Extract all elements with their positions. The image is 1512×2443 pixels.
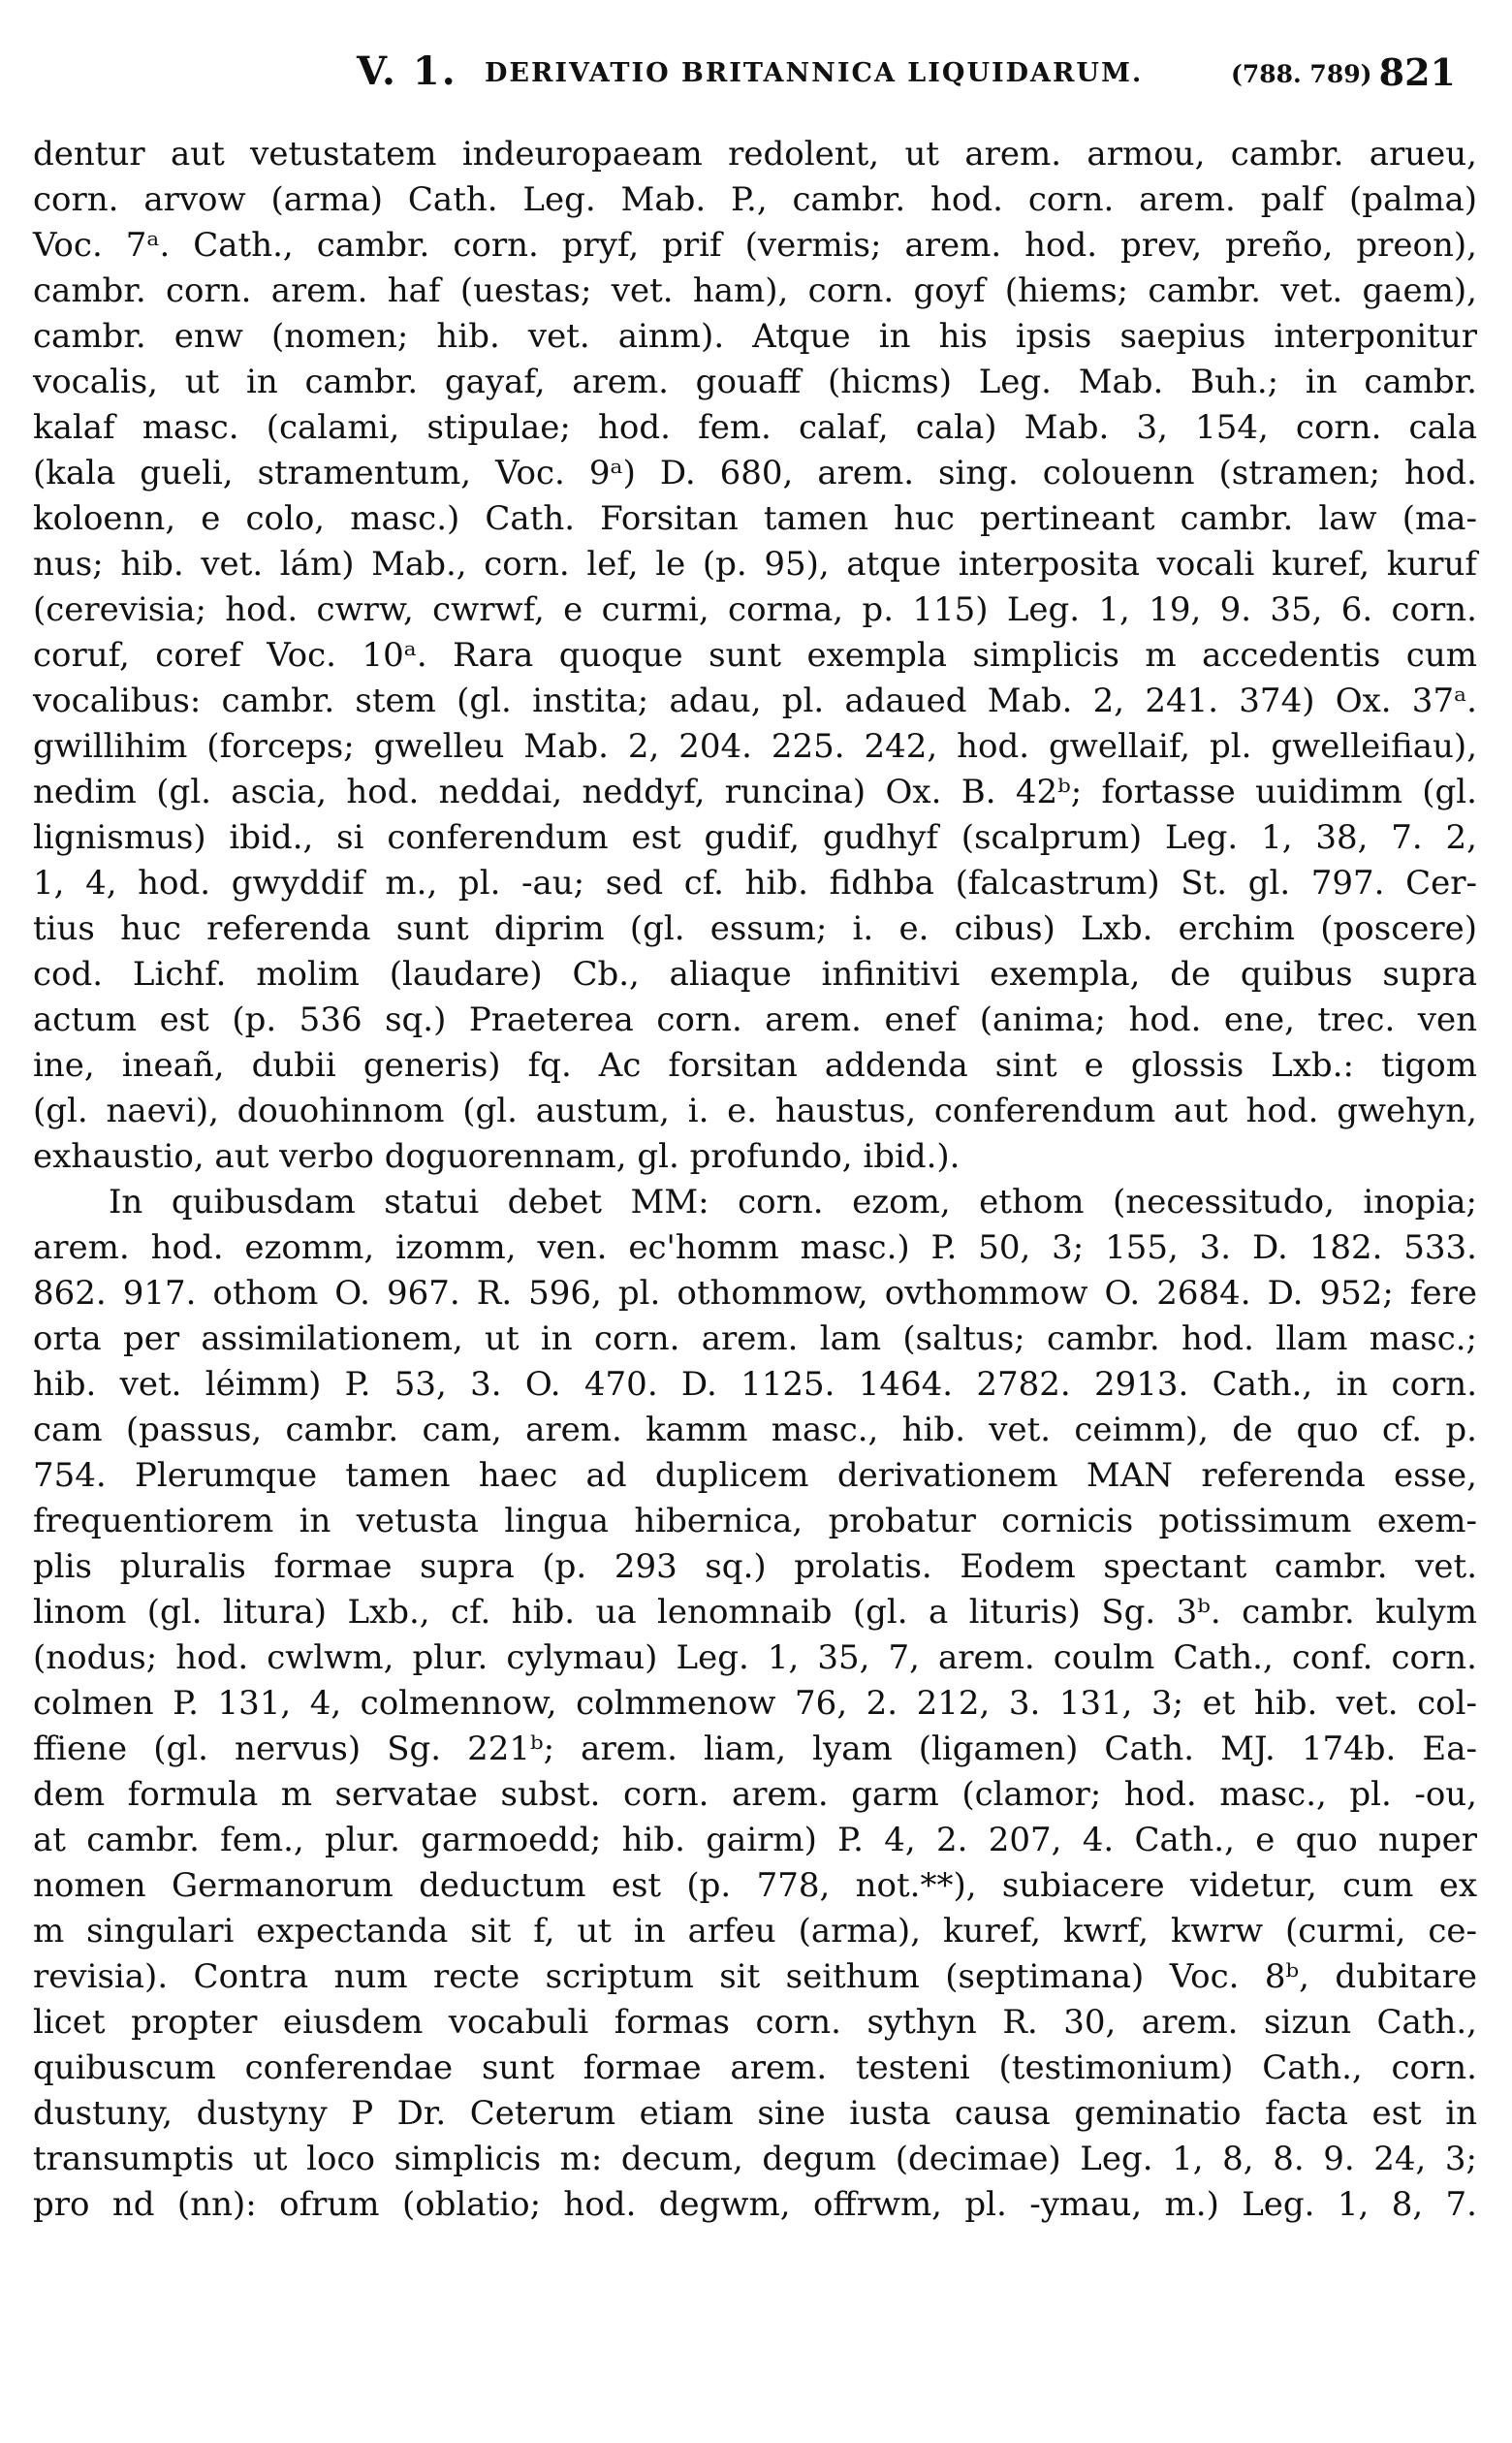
text-line: coruf, coref Voc. 10ᵃ. Rara quoque sunt exempla simplicis m accedentis cum bbox=[33, 636, 1477, 675]
text-line: dentur aut vetustatem indeuropaeam redolent, ut arem. armou, cambr. arueu, bbox=[33, 135, 1477, 174]
text-line: nomen Germanorum deductum est (p. 778, not.**), subiacere videtur, cum ex bbox=[33, 1866, 1477, 1905]
text-line: dustuny, dustyny P Dr. Ceterum etiam sine iusta causa geminatio facta est in bbox=[33, 2094, 1477, 2133]
text-line: arem. hod. ezomm, izomm, ven. ec'homm masc.) P. 50, 3; 155, 3. D. 182. 533. bbox=[33, 1228, 1477, 1267]
text-line: Voc. 7ᵃ. Cath., cambr. corn. pryf, prif (vermis; arem. hod. prev, preño, preon), bbox=[33, 226, 1477, 265]
volume-label: V. 1. bbox=[357, 48, 457, 94]
paragraph-first-line: In quibusdam statui debet MM: corn. ezom, ethom (necessitudo, inopia; bbox=[109, 1183, 1477, 1222]
text-line: 1, 4, hod. gwyddif m., pl. -au; sed cf. hib. fidhba (falcastrum) St. gl. 797. Cer- bbox=[33, 864, 1477, 903]
text-line: plis pluralis formae supra (p. 293 sq.) prolatis. Eodem spectant cambr. vet. bbox=[33, 1547, 1477, 1586]
text-line: (cerevisia; hod. cwrw, cwrwf, e curmi, corma, p. 115) Leg. 1, 19, 9. 35, 6. corn. bbox=[33, 590, 1477, 629]
text-line: 754. Plerumque tamen haec ad duplicem derivationem MAN referenda esse, bbox=[33, 1456, 1477, 1495]
text-line: orta per assimilationem, ut in corn. arem. lam (saltus; cambr. hod. llam masc.; bbox=[33, 1319, 1477, 1358]
text-line: quibuscum conferendae sunt formae arem. testeni (testimonium) Cath., corn. bbox=[33, 2048, 1477, 2087]
text-line: (gl. naevi), douohinnom (gl. austum, i. e. haustus, conferendum aut hod. gwehyn, bbox=[33, 1092, 1477, 1130]
text-line: colmen P. 131, 4, colmennow, colmmenow 76, 2. 212, 3. 131, 3; et hib. vet. col- bbox=[33, 1684, 1477, 1723]
text-line: m singulari expectanda sit f, ut in arfeu (arma), kuref, kwrf, kwrw (curmi, ce- bbox=[33, 1912, 1477, 1951]
text-line: 862. 917. othom O. 967. R. 596, pl. othommow, ovthommow O. 2684. D. 952; fere bbox=[33, 1274, 1477, 1313]
text-line: (nodus; hod. cwlwm, plur. cylymau) Leg. 1, 35, 7, arem. coulm Cath., conf. corn. bbox=[33, 1638, 1477, 1677]
text-line: nedim (gl. ascia, hod. neddai, neddyf, runcina) Ox. B. 42ᵇ; fortasse uuidimm (gl. bbox=[33, 773, 1477, 811]
text-line: revisia). Contra num recte scriptum sit seithum (septimana) Voc. 8ᵇ, dubitare bbox=[33, 1957, 1477, 1996]
text-line: pro nd (nn): ofrum (oblatio; hod. degwm, offrwm, pl. -ymau, m.) Leg. 1, 8, 7. bbox=[33, 2185, 1477, 2224]
text-line: frequentiorem in vetusta lingua hibernica, probatur cornicis potissimum exem- bbox=[33, 1502, 1477, 1540]
section-numbers: (788. 789) bbox=[1231, 60, 1372, 88]
text-line: gwillihim (forceps; gwelleu Mab. 2, 204. 225. 242, hod. gwellaif, pl. gwelleifiau), bbox=[33, 727, 1477, 766]
text-line: at cambr. fem., plur. garmoedd; hib. gairm) P. 4, 2. 207, 4. Cath., e quo nuper bbox=[33, 1821, 1477, 1859]
text-line: transumptis ut loco simplicis m: decum, degum (decimae) Leg. 1, 8, 8. 9. 24, 3; bbox=[33, 2140, 1477, 2178]
text-line: licet propter eiusdem vocabuli formas corn. sythyn R. 30, arem. sizun Cath., bbox=[33, 2003, 1477, 2042]
text-line: vocalis, ut in cambr. gayaf, arem. gouaff (hicms) Leg. Mab. Buh.; in cambr. bbox=[33, 363, 1477, 401]
text-line: hib. vet. léimm) P. 53, 3. O. 470. D. 1125. 1464. 2782. 2913. Cath., in corn. bbox=[33, 1365, 1477, 1404]
text-line: cambr. enw (nomen; hib. vet. ainm). Atque in his ipsis saepius interponitur bbox=[33, 317, 1477, 356]
text-line: cambr. corn. arem. haf (uestas; vet. ham), corn. goyf (hiems; cambr. vet. gaem), bbox=[33, 271, 1477, 310]
text-line: dem formula m servatae subst. corn. arem. garm (clamor; hod. masc., pl. -ou, bbox=[33, 1775, 1477, 1814]
running-header bbox=[29, 48, 1483, 107]
text-line: kalaf masc. (calami, stipulae; hod. fem. calaf, cala) Mab. 3, 154, corn. cala bbox=[33, 408, 1477, 447]
text-line: cam (passus, cambr. cam, arem. kamm masc., hib. vet. ceimm), de quo cf. p. bbox=[33, 1411, 1477, 1449]
text-line: vocalibus: cambr. stem (gl. instita; adau, pl. adaued Mab. 2, 241. 374) Ox. 37ᵃ. bbox=[33, 682, 1477, 720]
running-title: DERIVATIO BRITANNICA LIQUIDARUM. bbox=[485, 58, 1144, 88]
text-line: ine, ineañ, dubii generis) fq. Ac forsitan addenda sint e glossis Lxb.: tigom bbox=[33, 1046, 1477, 1085]
text-line: actum est (p. 536 sq.) Praeterea corn. arem. enef (anima; hod. ene, trec. ven bbox=[33, 1000, 1477, 1039]
text-line: tius huc referenda sunt diprim (gl. essum; i. e. cibus) Lxb. erchim (poscere) bbox=[33, 909, 1477, 948]
text-line: exhaustio, aut verbo doguorennam, gl. profundo, ibid.). bbox=[33, 1137, 961, 1176]
text-line: koloenn, e colo, masc.) Cath. Forsitan tamen huc pertineant cambr. law (ma- bbox=[33, 499, 1477, 538]
text-line: (kala gueli, stramentum, Voc. 9ᵃ) D. 680, arem. sing. colouenn (stramen; hod. bbox=[33, 454, 1477, 492]
page-number: 821 bbox=[1378, 50, 1456, 94]
text-line: ffiene (gl. nervus) Sg. 221ᵇ; arem. liam, lyam (ligamen) Cath. MJ. 174b. Ea- bbox=[33, 1729, 1477, 1768]
text-line: lignismus) ibid., si conferendum est gudif, gudhyf (scalprum) Leg. 1, 38, 7. 2, bbox=[33, 818, 1477, 857]
text-line: linom (gl. litura) Lxb., cf. hib. ua lenomnaib (gl. a lituris) Sg. 3ᵇ. cambr. kulym bbox=[33, 1593, 1477, 1632]
body-text bbox=[33, 132, 1477, 2228]
text-line: corn. arvow (arma) Cath. Leg. Mab. P., cambr. hod. corn. arem. palf (palma) bbox=[33, 180, 1477, 219]
text-line: cod. Lichf. molim (laudare) Cb., aliaque infinitivi exempla, de quibus supra bbox=[33, 955, 1477, 994]
text-line: nus; hib. vet. lám) Mab., corn. lef, le (p. 95), atque interposita vocali kuref, kuruf bbox=[33, 545, 1477, 584]
